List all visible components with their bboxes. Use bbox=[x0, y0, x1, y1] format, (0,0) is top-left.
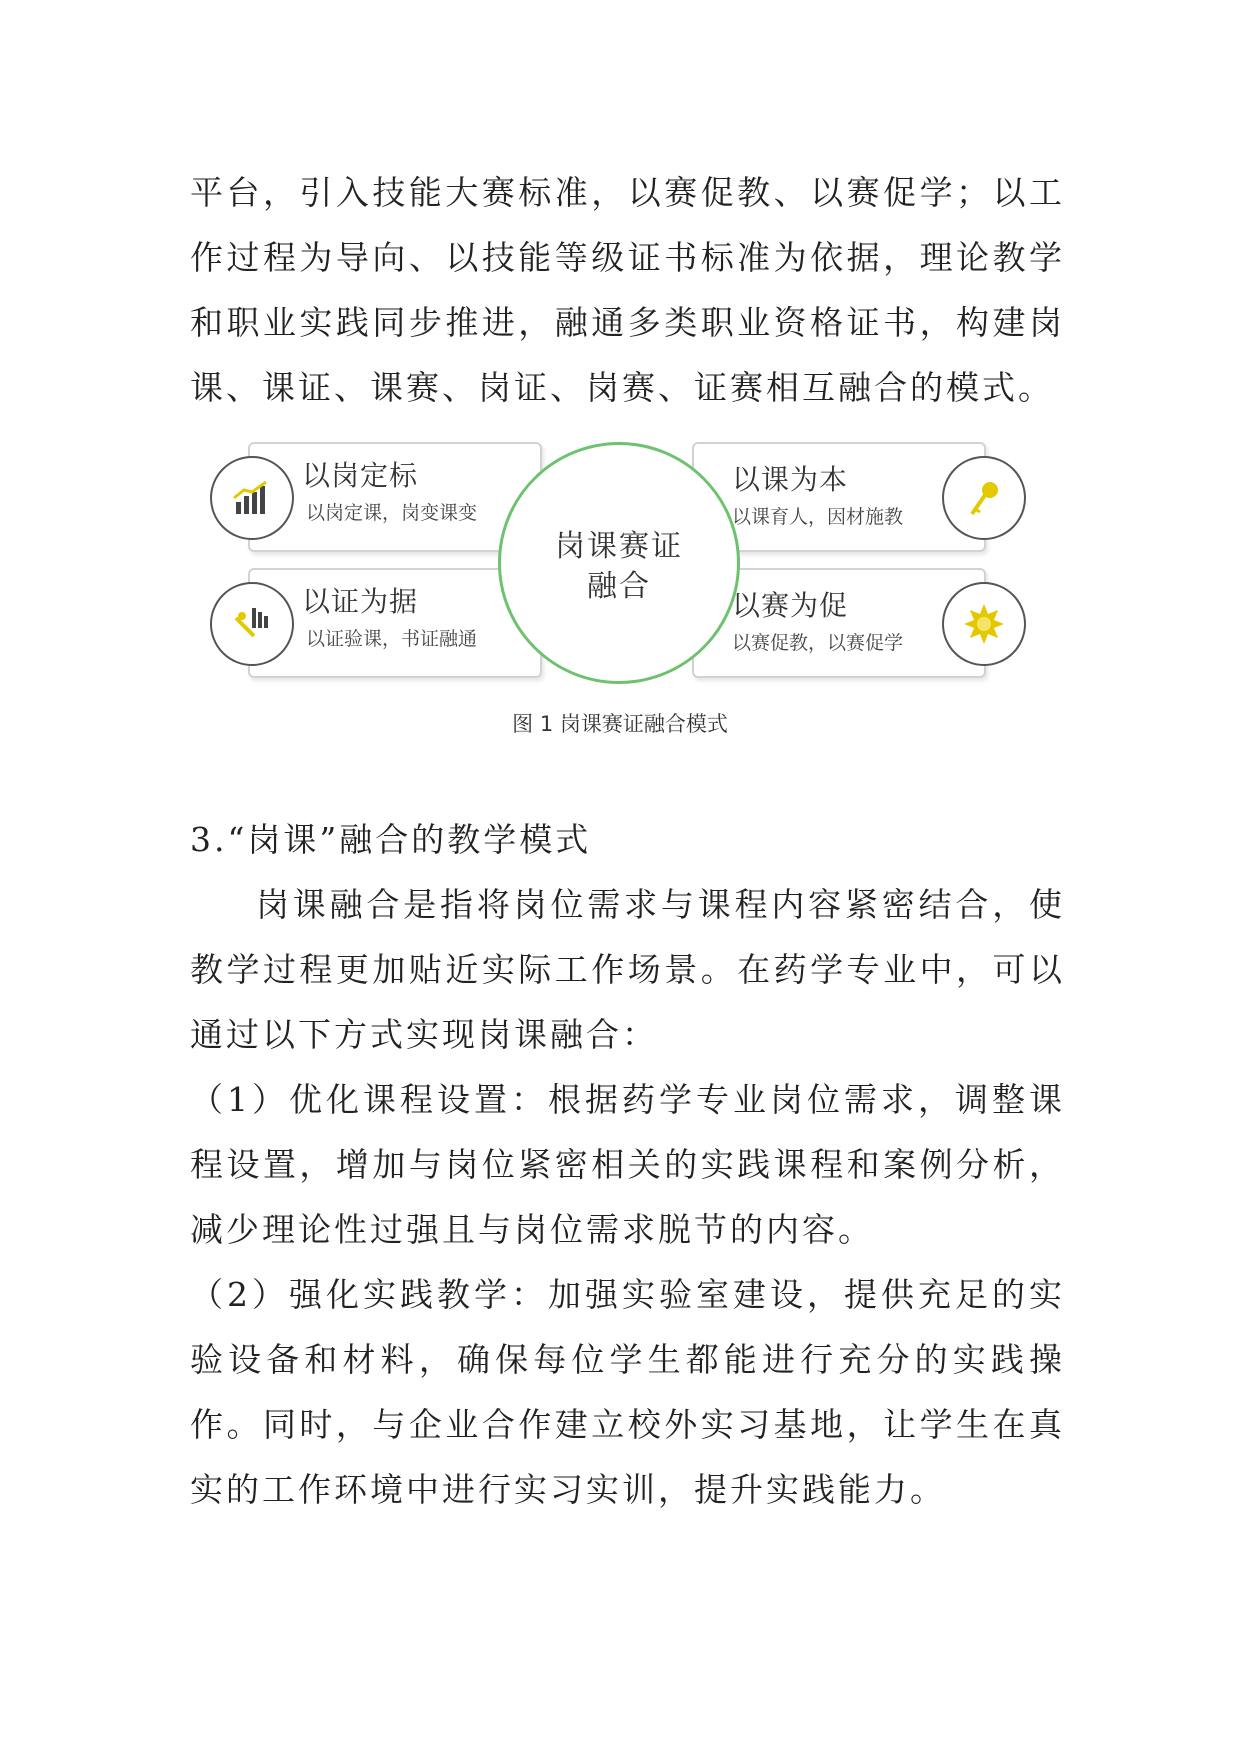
sun-badge-icon bbox=[942, 582, 1026, 666]
key-icon bbox=[942, 456, 1026, 540]
figure-caption: 图 1 岗课赛证融合模式 bbox=[512, 712, 728, 736]
center-label-line2: 融合 bbox=[587, 569, 651, 604]
section-paragraph: 岗课融合是指将岗位需求与课程内容紧密结合，使教学过程更加贴近实际工作场景。在药学专业中，可以通过以下方式实现岗课融合： bbox=[190, 885, 1065, 1054]
integration-diagram bbox=[210, 442, 1030, 687]
list-item-2: （2）强化实践教学：加强实验室建设，提供充足的实验设备和材料，确保每位学生都能进行充分的实践操作。同时，与企业合作建立校外实习基地，让学生在真实的工作环境中进行实习实训，提升实践能力。 bbox=[190, 1275, 1065, 1509]
section-heading: 3.“岗课”融合的教学模式 bbox=[190, 820, 592, 859]
card-subtitle: 以证验课，书证融通 bbox=[306, 628, 478, 650]
intro-paragraph: 平台，引入技能大赛标准，以赛促教、以赛促学；以工作过程为导向、以技能等级证书标准为依据，理论教学和职业实践同步推进，融通多类职业资格证书，构建岗课、课证、课赛、岗证、岗赛、证赛相互融合的模式。 bbox=[190, 173, 1065, 407]
card-subtitle: 以课育人，因材施教 bbox=[732, 506, 904, 528]
list-item-1: （1）优化课程设置：根据药学专业岗位需求，调整课程设置，增加与岗位紧密相关的实践课程和案例分析，减少理论性过强且与岗位需求脱节的内容。 bbox=[190, 1080, 1065, 1249]
card-subtitle: 以岗定课，岗变课变 bbox=[306, 502, 478, 524]
card-subtitle: 以赛促教，以赛促学 bbox=[732, 632, 904, 654]
certificate-icon bbox=[210, 582, 294, 666]
center-label-line1: 岗课赛证 bbox=[555, 529, 683, 564]
card-title: 以证为据 bbox=[302, 585, 419, 618]
card-title: 以赛为促 bbox=[732, 589, 849, 622]
chart-growth-icon bbox=[210, 456, 294, 540]
card-title: 以课为本 bbox=[732, 463, 849, 496]
center-circle bbox=[498, 442, 740, 684]
card-title: 以岗定标 bbox=[302, 459, 419, 492]
